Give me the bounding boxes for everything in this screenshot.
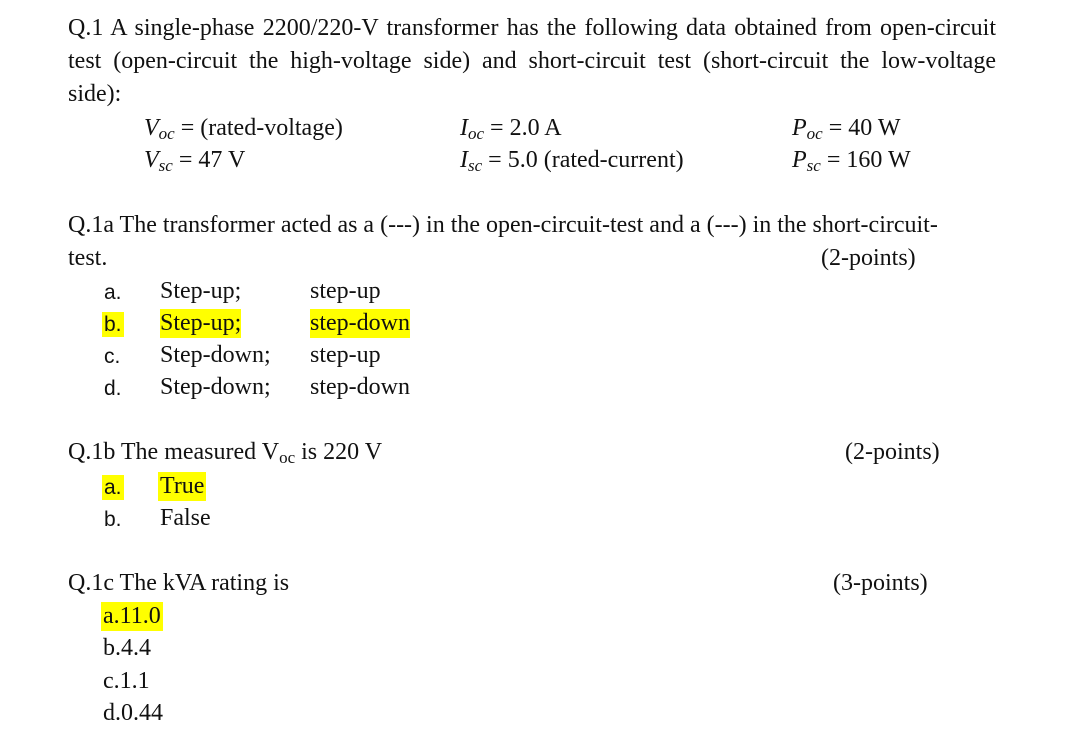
q1a-option-b-second: step-down [310,310,410,336]
q1a-option-d-second: step-down [310,374,410,400]
q1a-option-b-first: Step-up; [160,310,242,336]
psc-value: $P_{sc} = 160$ W [792,147,911,175]
q1b-option-a-text: True [160,473,205,499]
vsc-value: $V_{sc} = 47$ V [144,147,246,175]
q1a-points: (2-points) [821,245,916,271]
q1a-option-c-second: step-up [310,342,381,368]
q1b-option-b-text: False [160,505,211,531]
q1a-option-a-letter[interactable]: a. [104,281,122,304]
q1b-question: Q.1b The measured $V_{oc}$ is 220 V [68,439,383,467]
q1c-option-a[interactable]: a.11.0 [103,603,161,629]
poc-value: $P_{oc} = 40$ W [792,115,901,143]
q1a-option-d-letter[interactable]: d. [104,377,122,400]
q1c-question: Q.1c The kVA rating is [68,570,290,596]
q1a-option-a-first: Step-up; [160,278,242,304]
q1a-option-c-first: Step-down; [160,342,271,368]
q1-intro: Q.1 A single-phase 2200/220-V transformer has the following data obtained from open-circuit test (open-circuit the high-voltage side) and short-circuit test (short-circuit the low-voltage side): [68,15,996,107]
q1a-option-c-letter[interactable]: c. [104,345,121,368]
voc-value: $V_{oc}$ = (rated-voltage) [144,115,343,143]
q1a-option-d-first: Step-down; [160,374,271,400]
q1a-option-b-letter[interactable]: b. [104,313,122,336]
q1a-question: Q.1a The transformer acted as a (---) in the open-circuit-test and a (---) in the short-circuit- [68,212,938,238]
q1b-points: (2-points) [845,439,940,465]
q1c-option-b[interactable]: b.4.4 [103,635,151,661]
isc-value: $I_{sc} = 5.0$ (rated-current) [460,147,684,175]
q1c-points: (3-points) [833,570,928,596]
q1a-question-cont: test. [68,245,108,271]
ioc-value: $I_{oc} = 2.0$ A [460,115,562,143]
q1b-option-a-letter[interactable]: a. [104,476,122,499]
q1a-option-a-second: step-up [310,278,381,304]
q1b-option-b-letter[interactable]: b. [104,508,122,531]
q1c-option-c[interactable]: c.1.1 [103,668,150,694]
q1c-option-d[interactable]: d.0.44 [103,700,163,726]
